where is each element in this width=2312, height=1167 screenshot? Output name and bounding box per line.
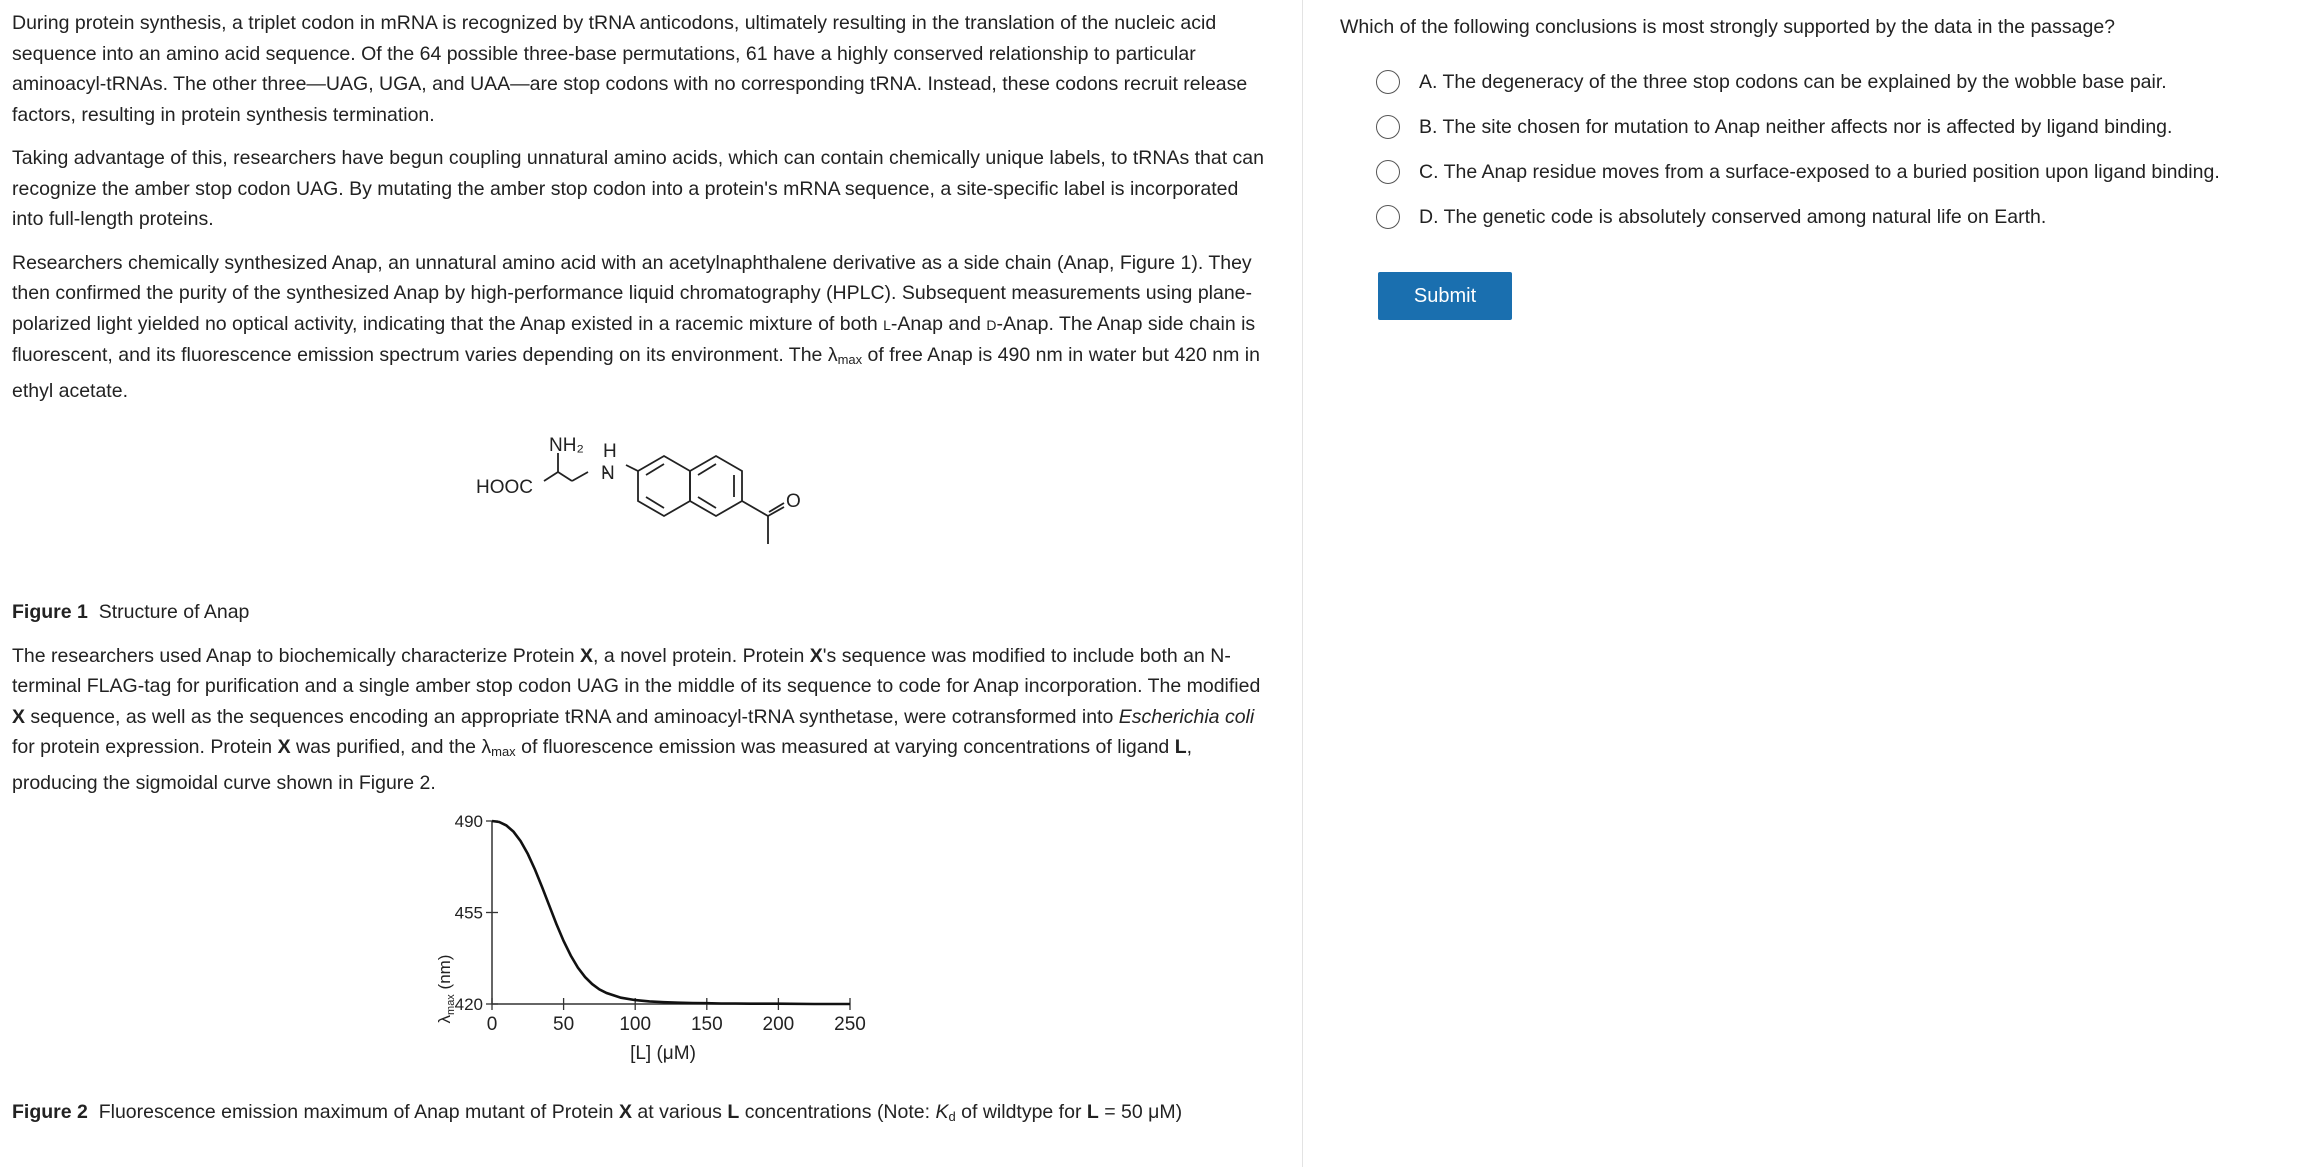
option-d-text	[1419, 202, 2046, 232]
ligand-l: L	[1174, 736, 1187, 758]
x-tick-label: 150	[690, 1014, 723, 1035]
p4-text: for protein expression. Protein	[12, 736, 278, 758]
figure-1-caption-text: Structure of Anap	[98, 601, 250, 623]
lambda-subscript: max	[837, 352, 863, 367]
fig2-caption-text: at various	[631, 1101, 728, 1123]
y-axis-label	[435, 955, 457, 1024]
radio-button[interactable]	[1376, 115, 1400, 139]
o-label: O	[786, 491, 801, 512]
x-tick-label: 100	[619, 1014, 652, 1035]
y-tick-label: 490	[454, 812, 483, 831]
figure-1-structure	[12, 419, 1274, 597]
option-d[interactable]	[1376, 194, 2300, 239]
x-tick-label: 250	[834, 1014, 866, 1035]
passage	[12, 8, 1274, 1146]
kd-subscript: d	[948, 1109, 956, 1124]
fig2-caption-text: = 50 μM)	[1098, 1101, 1183, 1123]
protein-x: X	[579, 644, 593, 667]
radio-button[interactable]	[1376, 160, 1400, 184]
radio-button[interactable]	[1376, 70, 1400, 94]
option-letter: B.	[1419, 115, 1438, 138]
submit-button[interactable]: Submit	[1378, 272, 1512, 320]
radio-button[interactable]	[1376, 205, 1400, 229]
h-label: H	[603, 441, 617, 462]
p4-text: , a novel protein. Protein	[592, 644, 810, 667]
option-b-text	[1419, 112, 2172, 142]
passage-paragraph-1: During protein synthesis, a triplet codon in mRNA is recognized by tRNA anticodons, ultimately resulting in the translation of the nucleic acid sequence into an amino acid sequence. Of the 64 possible three-base permutations, 61 have a highly conserved relationship to particular aminoacyl-tRNAs. The other three—UAG, UGA, and UAA—are stop codons with no corresponding tRNA. Instead, these codons recruit release factors, resulting in protein synthesis termination.	[12, 12, 1248, 126]
p4-text: was purified, and the λ	[290, 736, 492, 758]
y-label-main: λ	[435, 1014, 454, 1024]
option-a-text	[1419, 67, 2167, 97]
fig2-caption-text: of wildtype for	[955, 1101, 1087, 1123]
figure-2-chart	[12, 811, 1274, 1097]
ecoli-name: Escherichia coli	[1118, 705, 1255, 728]
kd-symbol: K	[935, 1101, 949, 1123]
passage-paragraph-3	[12, 248, 1274, 407]
p3-text: -Anap and	[890, 312, 987, 335]
ligand-l: L	[1086, 1101, 1099, 1123]
p4-text: 's sequence was modified to include both an N-terminal FLAG-tag for purification and a single amber stop codon UAG in the middle of its sequence to code for Anap incorporation. The modified	[12, 644, 1261, 697]
x-tick-label: 50	[553, 1014, 575, 1035]
p3-text: of free Anap is 490 nm in water but 420 nm in ethyl acetate.	[12, 344, 1260, 402]
ligand-l: L	[727, 1101, 740, 1123]
y-tick-label: 455	[454, 903, 483, 923]
fig2-caption-text: Fluorescence emission maximum of Anap mutant of Protein	[98, 1101, 619, 1123]
fig2-caption-text: concentrations (Note:	[739, 1101, 936, 1123]
anap-structure-svg	[12, 419, 912, 597]
passage-paragraph-4	[12, 641, 1274, 799]
p4-text: sequence, as well as the sequences encoding an appropriate tRNA and aminoacyl-tRNA synthetase, were cotransformed into	[25, 705, 1119, 728]
option-letter: A.	[1419, 70, 1438, 93]
figure-2-label: Figure 2	[12, 1101, 88, 1123]
figure-1-label: Figure 1	[12, 601, 88, 623]
protein-x: X	[809, 644, 823, 667]
p4-text: , producing the sigmoidal curve shown in Figure 2.	[12, 736, 1193, 794]
p3-text: Researchers chemically synthesized Anap, an unnatural amino acid with an acetylnaphthalene derivative as a side chain (Anap, Figure 1). They then confirmed the purity of the synthesized Anap by high-performance liquid chromatography (HPLC). Subsequent measurements using plane-polarized light yielded no optical activity, indicating that the Anap existed in a racemic mixture of both	[12, 251, 1253, 335]
protein-x: X	[12, 705, 26, 728]
option-label: The genetic code is absolutely conserved among natural life on Earth.	[1443, 205, 2047, 228]
chart-series-line	[492, 821, 850, 1004]
y-label-sub: max	[445, 994, 457, 1015]
option-letter: C.	[1419, 160, 1439, 183]
d-prefix: D	[986, 316, 997, 333]
answer-options	[1340, 59, 2300, 239]
lambda-subscript: max	[491, 744, 516, 759]
column-divider	[1302, 0, 1303, 1167]
figure-1-caption	[12, 597, 1274, 628]
y-tick-label: 420	[454, 995, 483, 1014]
p4-text: The researchers used Anap to biochemically characterize Protein	[12, 644, 580, 667]
anap-bonds	[544, 453, 784, 544]
option-c-text	[1419, 157, 2220, 187]
hooc-label: HOOC	[476, 477, 533, 498]
x-tick-label: 200	[762, 1014, 795, 1035]
figure-2-caption	[12, 1097, 1274, 1133]
question-stem: Which of the following conclusions is most strongly supported by the data in the passage?	[1340, 16, 2116, 38]
protein-x: X	[277, 736, 291, 758]
protein-x: X	[618, 1101, 632, 1123]
option-letter: D.	[1419, 205, 1439, 228]
question-panel	[1340, 12, 2300, 239]
passage-paragraph-2: Taking advantage of this, researchers have begun coupling unnatural amino acids, which can contain chemically unique labels, to tRNAs that can recognize the amber stop codon UAG. By mutating the amber stop codon into a protein's mRNA sequence, a site-specific label is incorporated into full-length proteins.	[12, 147, 1264, 230]
x-tick-label: 0	[486, 1014, 498, 1035]
p4-text: of fluorescence emission was measured at varying concentrations of ligand	[515, 736, 1175, 758]
x-axis-label: [L] (μM)	[630, 1043, 696, 1064]
option-b[interactable]	[1376, 104, 2300, 149]
option-a[interactable]	[1376, 59, 2300, 104]
option-label: The Anap residue moves from a surface-exposed to a buried position upon ligand binding.	[1443, 160, 2220, 183]
option-label: The site chosen for mutation to Anap neither affects nor is affected by ligand binding.	[1442, 115, 2173, 138]
chart-svg	[12, 811, 912, 1097]
option-label: The degeneracy of the three stop codons can be explained by the wobble base pair.	[1442, 70, 2167, 93]
l-prefix: L	[883, 316, 891, 333]
option-c[interactable]	[1376, 149, 2300, 194]
n-label: N	[601, 463, 615, 484]
nh2-label: NH₂	[549, 435, 584, 456]
y-label-unit: (nm)	[435, 954, 454, 995]
p3-text: -Anap. The Anap side chain is fluorescent, and its fluorescence emission spectrum varies depending on its environment. The λ	[12, 312, 1256, 366]
